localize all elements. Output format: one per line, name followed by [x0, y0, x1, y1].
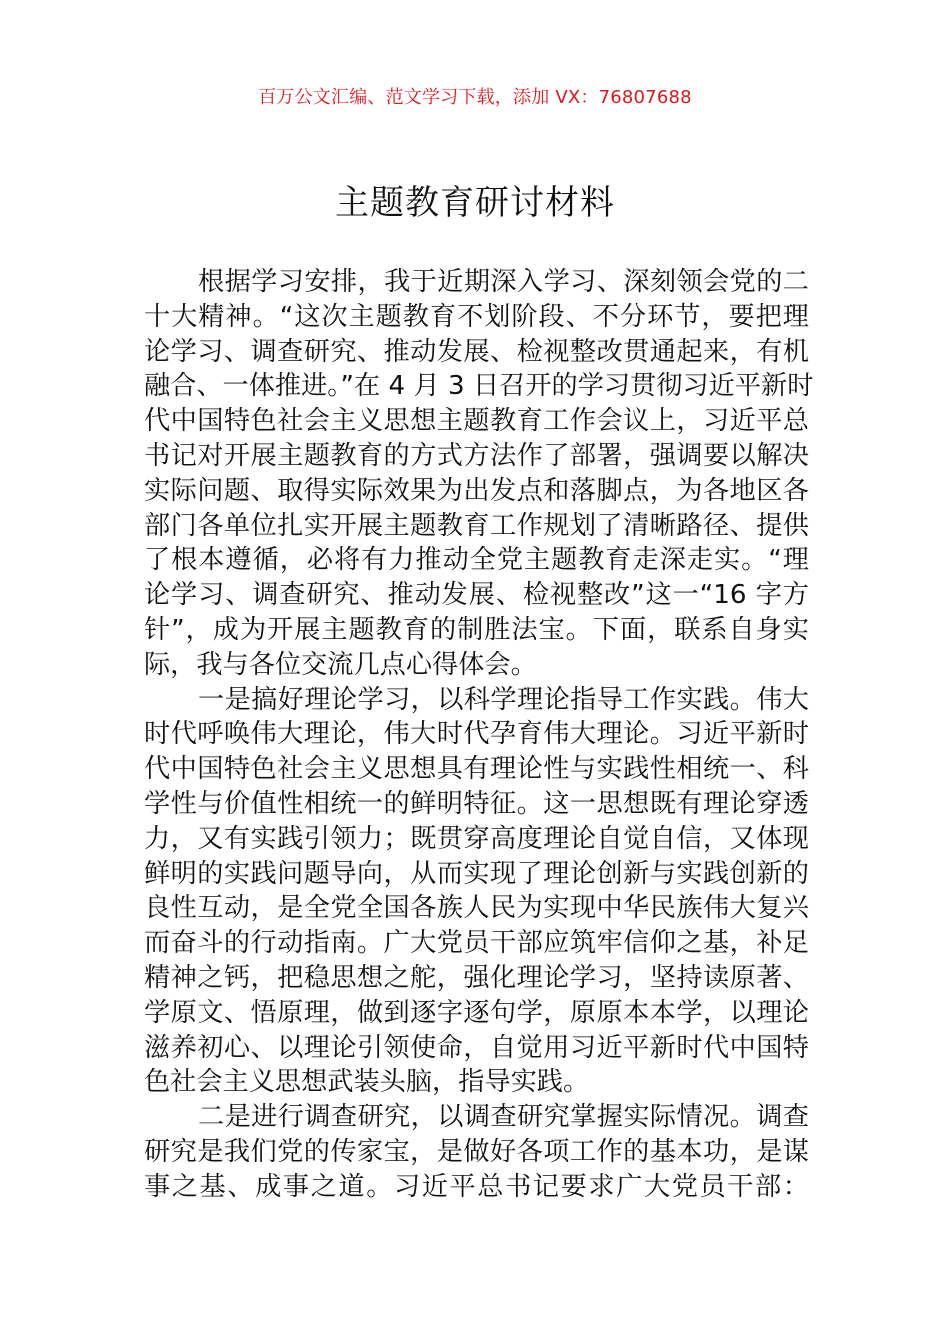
text-line: 十大精神。“这次主题教育不划阶段、不分环节，要把理 — [144, 301, 809, 332]
text-line: 精神之钙，把稳思想之舵，强化理论学习，坚持读原著、 — [144, 962, 809, 993]
text-line: 代中国特色社会主义思想主题教育工作会议上，习近平总 — [144, 406, 809, 437]
text-line: 代中国特色社会主义思想具有理论性与实践性相统一、科 — [144, 754, 809, 785]
paragraph-point-one — [144, 683, 809, 1101]
text-line: 学性与价值性相统一的鲜明特征。这一思想既有理论穿透 — [144, 788, 809, 819]
text-line: 事之基、成事之道。习近平总书记要求广大党员干部： — [144, 1171, 809, 1202]
text-line: 论学习、调查研究、推动发展、检视整改贯通起来，有机 — [144, 336, 809, 367]
paragraph-point-two — [144, 1100, 809, 1204]
text-line: 部门各单位扎实开展主题教育工作规划了清晰路径、提供 — [144, 510, 809, 541]
text-line: 良性互动，是全党全国各族人民为实现中华民族伟大复兴 — [144, 893, 809, 924]
document-body — [144, 265, 814, 1205]
text-line: 针”，成为开展主题教育的制胜法宝。下面，联系自身实 — [144, 614, 809, 645]
text-line: 色社会主义思想武装头脑，指导实践。 — [144, 1067, 590, 1098]
text-line: 二是进行调查研究，以调查研究掌握实际情况。调查 — [198, 1102, 809, 1133]
text-line: 际，我与各位交流几点心得体会。 — [144, 649, 537, 680]
text-line: 研究是我们党的传家宝，是做好各项工作的基本功，是谋 — [144, 1136, 809, 1167]
text-line: 滋养初心、以理论引领使命，自觉用习近平新时代中国特 — [144, 1032, 809, 1063]
text-line: 书记对开展主题教育的方式方法作了部署，强调要以解决 — [144, 440, 809, 471]
text-line: 鲜明的实践问题导向，从而实现了理论创新与实践创新的 — [144, 858, 809, 889]
text-line: 根据学习安排，我于近期深入学习、深刻领会党的二 — [198, 267, 809, 297]
watermark-header: 百万公文汇编、范文学习下载，添加 VX：76807688 — [258, 87, 692, 108]
text-line: 而奋斗的行动指南。广大党员干部应筑牢信仰之基，补足 — [144, 928, 809, 959]
text-line: 学原文、悟原理，做到逐字逐句学，原原本本学，以理论 — [144, 997, 809, 1028]
text-line: 了根本遵循，必将有力推动全党主题教育走深走实。“理 — [144, 545, 809, 576]
paragraph-intro — [144, 265, 814, 683]
text-line: 时代呼唤伟大理论，伟大时代孕育伟大理论。习近平新时 — [144, 719, 809, 750]
page-title: 主题教育研讨材料 — [335, 183, 615, 223]
text-line: 力，又有实践引领力；既贯穿高度理论自觉自信，又体现 — [144, 823, 809, 854]
text-line: 融合、一体推进。”在 4 月 3 日召开的学习贯彻习近平新时 — [144, 371, 814, 402]
text-line: 论学习、调查研究、推动发展、检视整改”这一“16 字方 — [144, 580, 809, 611]
text-line: 一是搞好理论学习，以科学理论指导工作实践。伟大 — [198, 684, 809, 715]
text-line: 实际问题、取得实际效果为出发点和落脚点，为各地区各 — [144, 475, 809, 506]
